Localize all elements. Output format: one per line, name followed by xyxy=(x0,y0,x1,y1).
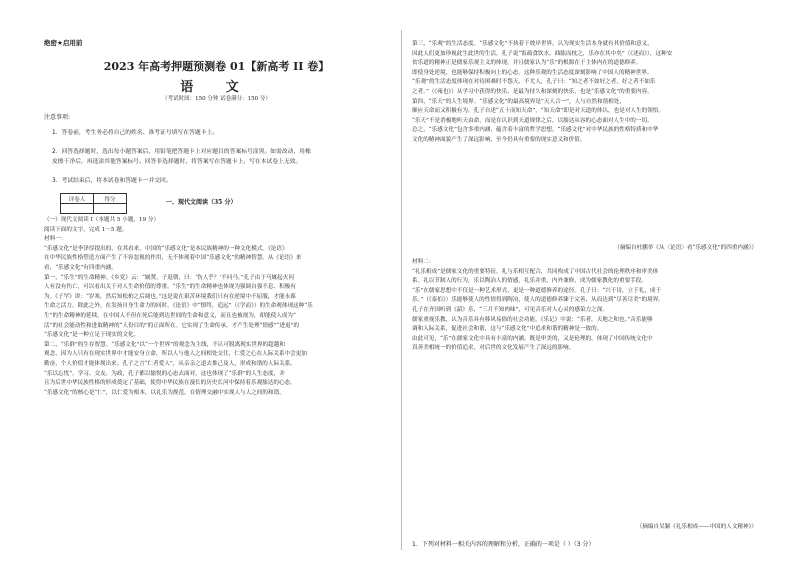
text-line: 材料二： xyxy=(412,259,435,265)
text-line: 生”的生命精神的延续。在中国人不但在死后能到达世间的生命和意义，而且也被视为，却能使人成为“ xyxy=(44,312,296,319)
exam-meta: （考试时间：150 分钟 试卷满分：150 分） xyxy=(162,96,271,102)
text-line: 系。礼以节制人的行为，乐以陶冶人的情感，礼乐并重，内外兼修，成为儒家教化的重要手段。 xyxy=(412,278,647,285)
source-material2: （摘编自吴颖《礼乐相成——中国的人文精神》） xyxy=(636,524,757,530)
text-line: 第一，“乐生”的生命精神。《乡党》云：“厩焚。子退朝，曰：‘伤人乎？’不问马。”孔子由于马厩起火问 xyxy=(44,274,294,281)
score-cell-grader xyxy=(61,204,94,214)
text-line: 第二，“乐群”的生存智慧。“乐感文化”以“一个世界”的观念为主线，不认可脱离现实世界的超越和 xyxy=(44,341,285,348)
text-line: 阅读下面的文字，完成 1～5 题。 xyxy=(44,226,128,233)
score-table xyxy=(60,193,127,214)
text-line: 总之，“乐感文化”包含多重内涵，蕴含着丰富的哲学思想。“乐感文化”对中华民族的性格特质和中华 xyxy=(412,127,659,134)
left-column-text xyxy=(44,216,389,398)
text-line: 为。《子罕》讲：“岁寒，然后知松柏之后凋也。”这是说在艰苦环境我们只有在逆境中不屈服，才能永葆 xyxy=(44,293,296,300)
right-column-text xyxy=(412,40,757,146)
text-line: 孔子在齐国听到《韶》乐，“三月不知肉味”，可见音乐对人心灵的感染力之深。 xyxy=(412,306,608,313)
note-item: 皮擦干净后，再选涂其他答案标号。回答非选择题时，将答案写在答题卡上，写在本试卷上无效。 xyxy=(52,159,302,165)
subject-title: 语 文 xyxy=(180,80,253,95)
score-cell-points xyxy=(94,204,127,214)
text-line: 生命之活力。除此之外，在发扬自身生命力的同时，《论语》中“慎终，追远”（《学而》）的生命观体现这种“乐 xyxy=(44,303,313,310)
text-line: “乐感文化”是一种立足于现实的文化。 xyxy=(44,332,140,339)
text-line: 由此可见，“乐”在儒家文化中具有丰富的内涵，既是审美的，又是伦理的，体现了中国传统文化中 xyxy=(412,335,653,342)
text-line: 在中华民族性格塑造方面产生了不容忽视的作用，无不体现着中国“乐感文化”的精神智慧。从《论语》来 xyxy=(44,255,302,262)
text-line: 第三，“乐观”的生活态度。“乐感文化”不执着于彼岸世界，认为现实生活本身就有其价值和意义， xyxy=(412,41,653,47)
right-column-text-material2 xyxy=(412,258,757,354)
note-item: 2．回答选择题时，选出每小题答案后，用铅笔把答题卡上对应题目的答案标号涂黑。如需改动，用橡 xyxy=(52,149,311,155)
note-item: 3．考试结束后，将本试卷和答题卡一并交回。 xyxy=(52,178,172,184)
text-line: 勤奋，个人价值才能体现出来。孔子之言“仁者爱人”，从亲亲之道去推己及人，形成和谐的人际关系。 xyxy=(44,360,296,367)
text-line: 且为后世中华民族性格的形成奠定了基础，使得中华民族在漫长的历史长河中保持着乐观豁达的心态。 xyxy=(44,380,296,387)
text-line: “礼乐相成”是儒家文化的重要特征。礼与乐相互配合，共同构成了中国古代社会的伦理秩序和审美体 xyxy=(412,268,659,275)
text-line: 调和人际关系，促进社会和谐，这与“乐感文化”中追求和谐的精神是一致的。 xyxy=(412,326,603,333)
text-line: 儒家重视乐教，认为音乐具有移风易俗的社会功能，《乐记》中说：“乐者，天地之和也。”音乐能够 xyxy=(412,316,653,323)
notes-heading: 注意事项: xyxy=(44,114,71,121)
text-line: 顺应天命而又积极有为。孔子自述“五十而知天命”，“知天命”即是对天道的体认，也是对人生的领悟。 xyxy=(412,108,664,115)
text-line: 即使身处逆境，也能够保持积极向上的心态。这种乐观的生活态度深刻影响了中国人的精神世界。 xyxy=(412,69,653,76)
text-line: 真善美相统一的价值追求，对后世的文化发展产生了深远的影响。 xyxy=(412,345,575,352)
column-divider xyxy=(401,30,402,550)
score-header-grader: 评卷人 xyxy=(61,194,94,204)
text-line: “乐感文化”的核心是“仁”，以仁爱为根本，以礼乐为规范，在情理交融中实现人与人之间的和谐。 xyxy=(44,389,285,396)
text-line: （一）现代文阅读 I（本题共 5 小题，19 分） xyxy=(44,217,160,223)
text-line: 因此人们更加珍视此生此世的生活。孔子说“饭疏食饮水，曲肱而枕之，乐亦在其中矣”（《述而》），这种安 xyxy=(412,50,673,57)
score-header-points: 得分 xyxy=(94,194,127,204)
text-line: 人有没有伤亡，可以看出关于对人生命价值的尊重。“乐生”的生命精神也体现为强调自强不息、积极有 xyxy=(44,284,296,291)
text-line: “乐”在儒家思想中不仅是一种艺术形式，更是一种道德修养的途径。孔子曰：“兴于诗，立于礼，成于 xyxy=(412,287,662,294)
secret-label: 绝密★启用前 xyxy=(44,39,83,47)
text-line: 之者。”（《雍也》）从学习中获得的快乐，是最为持久和深刻的快乐，也是“乐感文化”的重要内容。 xyxy=(412,88,653,95)
text-line: “乐天”不是消极地听天由命，而是在认识到天道规律之后，以豁达从容的心态面对人生中的一切。 xyxy=(412,117,653,124)
text-line: 观念，因为人只有在现实世界中才能安身立命，所以人与他人之间相处交往，仁爱之心在人际关系中会更加 xyxy=(44,351,307,358)
text-line: 文化的精神面貌产生了深远影响，至今仍具有重要的现实意义和价值。 xyxy=(412,136,586,143)
text-line: 贫乐道的精神正是儒家乐观主义的体现，并且儒家认为“乐”的根源在于主体内在的道德修养。 xyxy=(412,60,642,67)
text-line: “乐观”的生活态度体现在对待困难时不怨天、不尤人，孔子曰：“知之者不如好之者，好之者不如乐 xyxy=(412,79,656,86)
question-1: 1．下列对材料一相关内容的理解和分析，正确的一项是（ ）（3 分） xyxy=(412,541,595,548)
source-material1: （摘编自杜鹏举《从〈论语〉看“乐感文化”的四重内涵》） xyxy=(614,245,757,251)
note-item: 1．答卷前，考生务必将自己的姓名、准考证号填写在答题卡上。 xyxy=(52,130,219,136)
text-line: “乐感文化”是李泽厚提出的，在其看来，中国的“乐感文化”是本民族精神的一种文化模式。《论语》 xyxy=(44,245,288,252)
text-line: 乐。”（《泰伯》）乐能够使人的性情得到陶冶，使人的道德修养臻于完善，从而达到“尽善尽美”的境界。 xyxy=(412,297,664,304)
text-line: “乐以忘忧”，学习、交友、为政，孔子都以愉悦的心态去面对，这也体现了“乐群”的人生态度，并 xyxy=(44,370,285,377)
text-line: 材料一： xyxy=(44,236,67,243)
text-line: 第四，“乐天”的人生境界。“乐感文化”的最高境界是“天人合一”，人与自然和谐相处， xyxy=(412,98,625,105)
text-line: 看，“乐感文化”有四重内涵。 xyxy=(44,264,117,271)
text-line: 活”的社会能动性和进取精神的“人份目的”的正面所在。它实现了生命传承，才产生处理“情感”“进退”的 xyxy=(44,322,299,329)
section-heading: 一、现代文阅读（35 分） xyxy=(166,199,237,206)
exam-title: 2023 年高考押题预测卷 01【新高考 II 卷】 xyxy=(103,60,330,73)
